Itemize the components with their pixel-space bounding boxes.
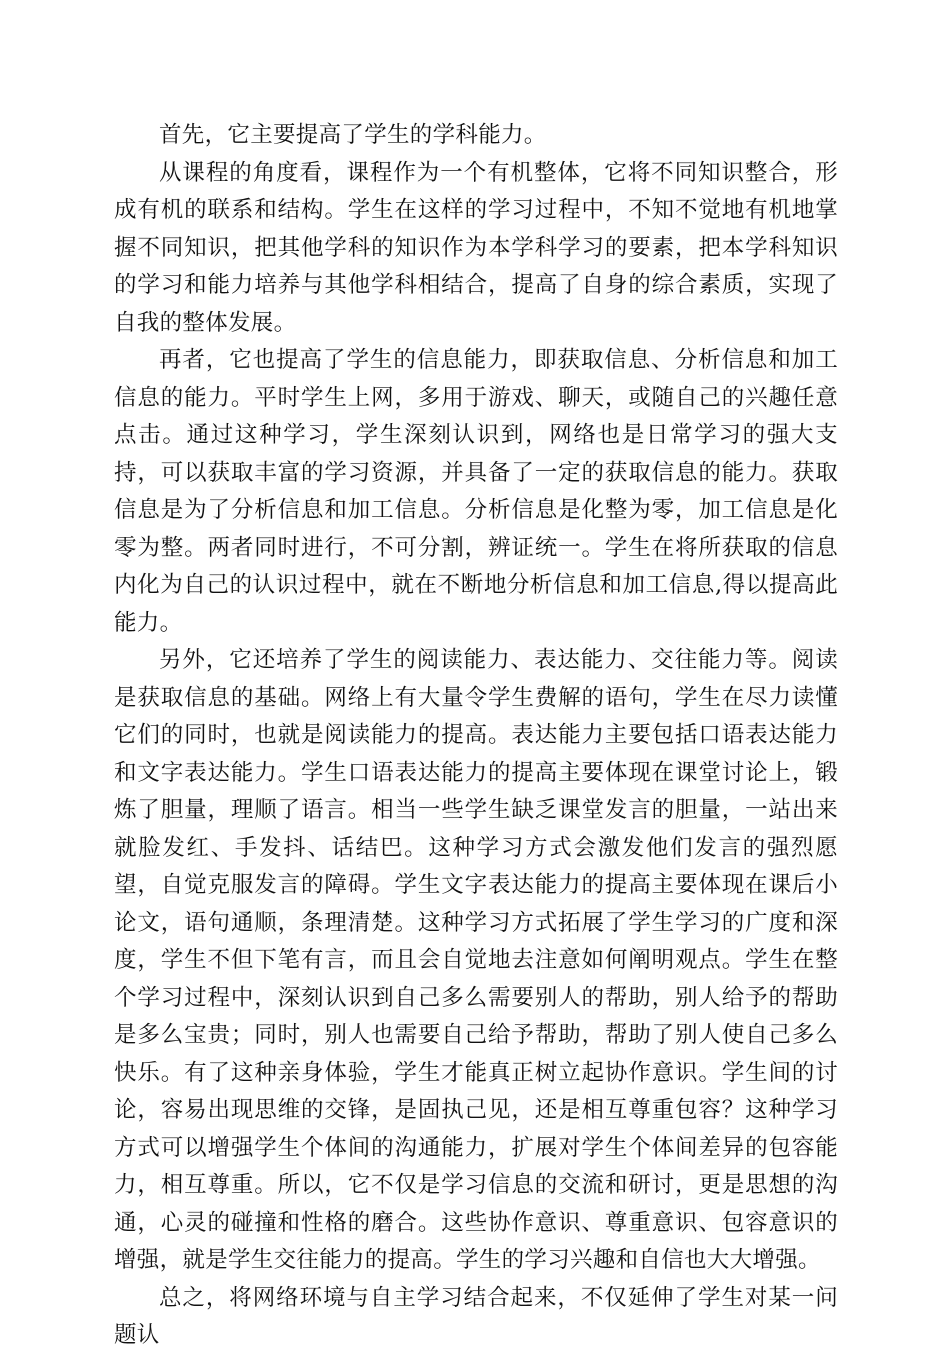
paragraph-curriculum: 从课程的角度看，课程作为一个有机整体，它将不同知识整合，形成有机的联系和结构。学生在这样的学习过程中，不知不觉地有机地掌握不同知识，把其他学科的知识作为本学科学习的要素，把本学科知识的学习和能力培养与其他学科相结合，提高了自身的综合素质，实现了自我的整体发展。 bbox=[114, 159, 838, 336]
document-page bbox=[114, 117, 838, 1355]
paragraph-information-ability: 再者，它也提高了学生的信息能力，即获取信息、分析信息和加工信息的能力。平时学生上网，多用于游戏、聊天，或随自己的兴趣任意点击。通过这种学习，学生深刻认识到，网络也是日常学习的强大支持，可以获取丰富的学习资源，并具备了一定的获取信息的能力。获取信息是为了分析信息和加工信息。分析信息是化整为零，加工信息是化零为整。两者同时进行，不可分割，辨证统一。学生在将所获取的信息内化为自己的认识过程中，就在不断地分析信息和加工信息,得以提高此能力。 bbox=[114, 347, 838, 636]
paragraph-reading-expression: 另外，它还培养了学生的阅读能力、表达能力、交往能力等。阅读是获取信息的基础。网络上有大量令学生费解的语句，学生在尽力读懂它们的同时，也就是阅读能力的提高。表达能力主要包括口语表达能力和文字表达能力。学生口语表达能力的提高主要体现在课堂讨论上，锻炼了胆量，理顺了语言。相当一些学生缺乏课堂发言的胆量，一站出来就脸发红、手发抖、话结巴。这种学习方式会激发他们发言的强烈愿望，自觉克服发言的障碍。学生文字表达能力的提高主要体现在课后小论文，语句通顺，条理清楚。这种学习方式拓展了学生学习的广度和深度，学生不但下笔有言，而且会自觉地去注意如何阐明观点。学生在整个学习过程中，深刻认识到自己多么需要别人的帮助，别人给予的帮助是多么宝贵；同时，别人也需要自己给予帮助，帮助了别人使自己多么快乐。有了这种亲身体验，学生才能真正树立起协作意识。学生间的讨论，容易出现思维的交锋，是固执己见，还是相互尊重包容？这种学习方式可以增强学生个体间的沟通能力，扩展对学生个体间差异的包容能力，相互尊重。所以，它不仅是学习信息的交流和研讨，更是思想的沟通，心灵的碰撞和性格的磨合。这些协作意识、尊重意识、包容意识的增强，就是学生交往能力的提高。学生的学习兴趣和自信也大大增强。 bbox=[114, 647, 838, 1273]
paragraph-conclusion: 总之，将网络环境与自主学习结合起来，不仅延伸了学生对某一问题认 bbox=[114, 1284, 838, 1348]
paragraph-subject-ability: 首先，它主要提高了学生的学科能力。 bbox=[159, 122, 547, 148]
